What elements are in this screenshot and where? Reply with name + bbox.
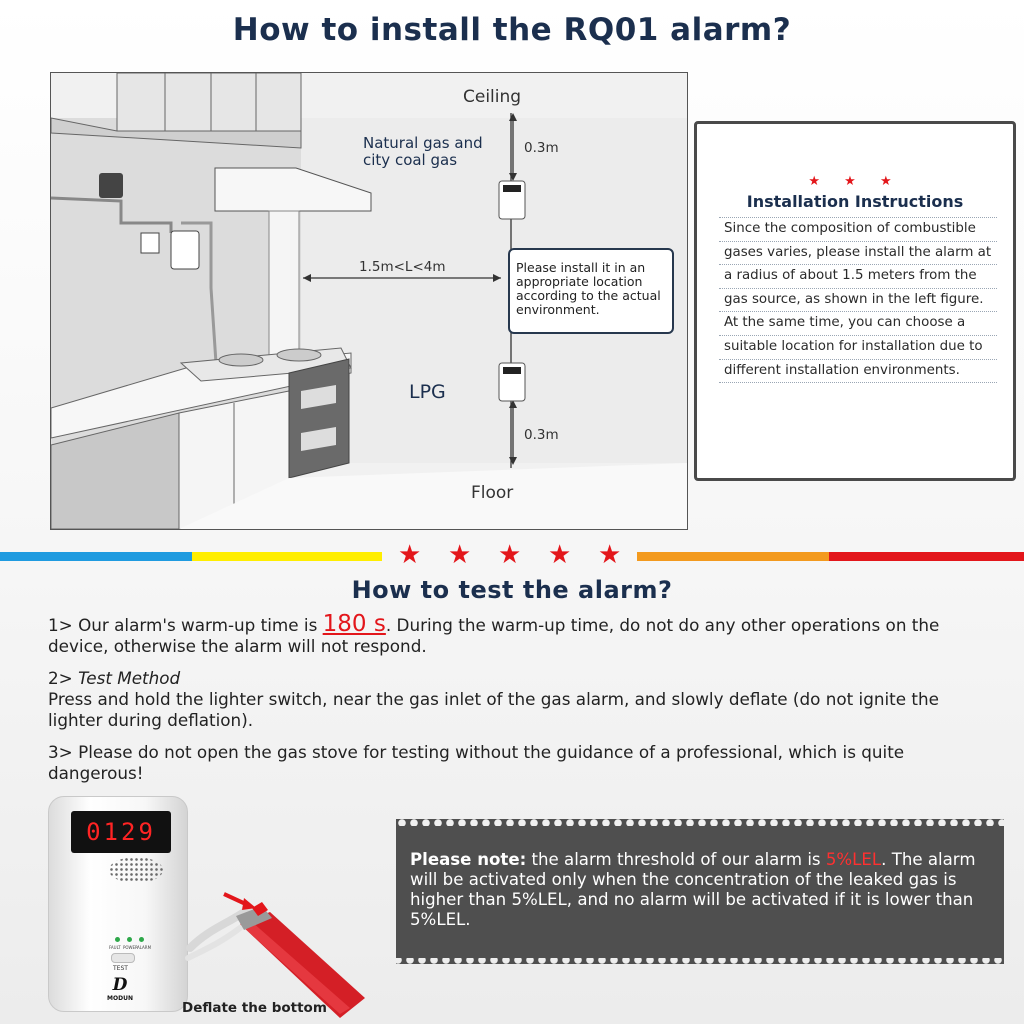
device-test-button [111, 953, 135, 963]
floor-label: Floor [471, 483, 514, 503]
star-icons: ★ ★ ★ [808, 174, 902, 189]
test-method-text: Press and hold the lighter switch, near the gas inlet of the gas alarm, and slowly deflate (do not ignite the lighter during deflation). [48, 689, 939, 730]
install-note-line: Please install it in an [516, 260, 646, 275]
star-icon: ★ [598, 540, 622, 570]
warmup-time-value: 180 s [322, 611, 386, 637]
instructions-line: a radius of about 1.5 meters from the [719, 264, 997, 288]
note-panel: Please note: the alarm threshold of our alarm is 5%LEL. The alarm will be activated only when the concentration of the leaked gas is higher than 5%LEL, and no alarm will be activated if it is lower than 5%LEL. [396, 826, 1004, 958]
note-panel-edge [396, 956, 1004, 964]
star-icon: ★ [498, 540, 522, 570]
device-test-label: TEST [113, 965, 128, 972]
star-icon: ★ [548, 540, 572, 570]
install-note-line: according to the actual [516, 288, 661, 303]
separator-bar-red [829, 552, 1024, 561]
lpg-label: LPG [409, 381, 446, 403]
deflate-caption: Deflate the bottom [182, 1000, 327, 1016]
installation-instructions-panel [694, 121, 1016, 481]
instructions-line: suitable location for installation due to [719, 335, 997, 359]
install-title: How to install the RQ01 alarm? [232, 12, 792, 48]
range-label: 1.5m<L<4m [359, 259, 446, 275]
star-icon: ★ [398, 540, 422, 570]
gas-alarm-device [48, 796, 188, 1012]
test-step-3: 3> Please do not open the gas stove for testing without the guidance of a professional, which is quite dangerous! [48, 742, 905, 783]
test-title: How to test the alarm? [351, 576, 673, 604]
threshold-value: 5%LEL [825, 850, 882, 869]
top-distance-label: 0.3m [524, 140, 559, 156]
fault-led-icon [115, 937, 120, 942]
instructions-title: Installation Instructions [746, 192, 964, 211]
instructions-line: different installation environments. [719, 359, 997, 384]
brand-name: MODUN [107, 995, 133, 1002]
power-led-icon [127, 937, 132, 942]
separator-bar-blue [0, 552, 192, 561]
speaker-grille [109, 857, 163, 883]
ceiling-label: Ceiling [463, 87, 522, 107]
upper-cabinets [117, 73, 301, 131]
instructions-line: At the same time, you can choose a [719, 311, 997, 335]
led-label: POWER [123, 945, 138, 950]
bottom-distance-label: 0.3m [524, 427, 559, 443]
valve-actuator [99, 173, 123, 198]
alarm-led-icon [139, 937, 144, 942]
instructions-line: gases varies, please install the alarm at [719, 241, 997, 265]
test-step-1: 1> Our alarm's warm-up time is 180 s. During the warm-up time, do not do any other operations on the device, otherwise the alarm will not respond. [48, 611, 940, 656]
instructions-line: Since the composition of combustible [719, 217, 997, 241]
separator-bar-yellow [192, 552, 382, 561]
led-label: ALARM [137, 945, 152, 950]
natural-gas-label: Natural gas and city coal gas [363, 134, 483, 169]
install-note-line: environment. [516, 302, 600, 317]
install-note-box [508, 248, 674, 334]
test-step-2: 2> Test Method Press and hold the lighter switch, near the gas inlet of the gas alarm, and slowly deflate (do not ignite the lighter during deflation). [48, 668, 998, 731]
star-icon: ★ [448, 540, 472, 570]
note-label: Please note: [410, 850, 527, 869]
test-method-heading: Test Method [78, 668, 181, 688]
separator-bar-orange [637, 552, 829, 561]
led-label: FAULT [109, 945, 121, 950]
device-display: 0129 [71, 811, 171, 853]
brand-logo: D [112, 975, 128, 995]
instructions-line: gas source, as shown in the left figure. [719, 288, 997, 312]
gas-meter [171, 231, 199, 269]
instructions-text [719, 217, 997, 383]
install-note-line: appropriate location [516, 274, 643, 289]
